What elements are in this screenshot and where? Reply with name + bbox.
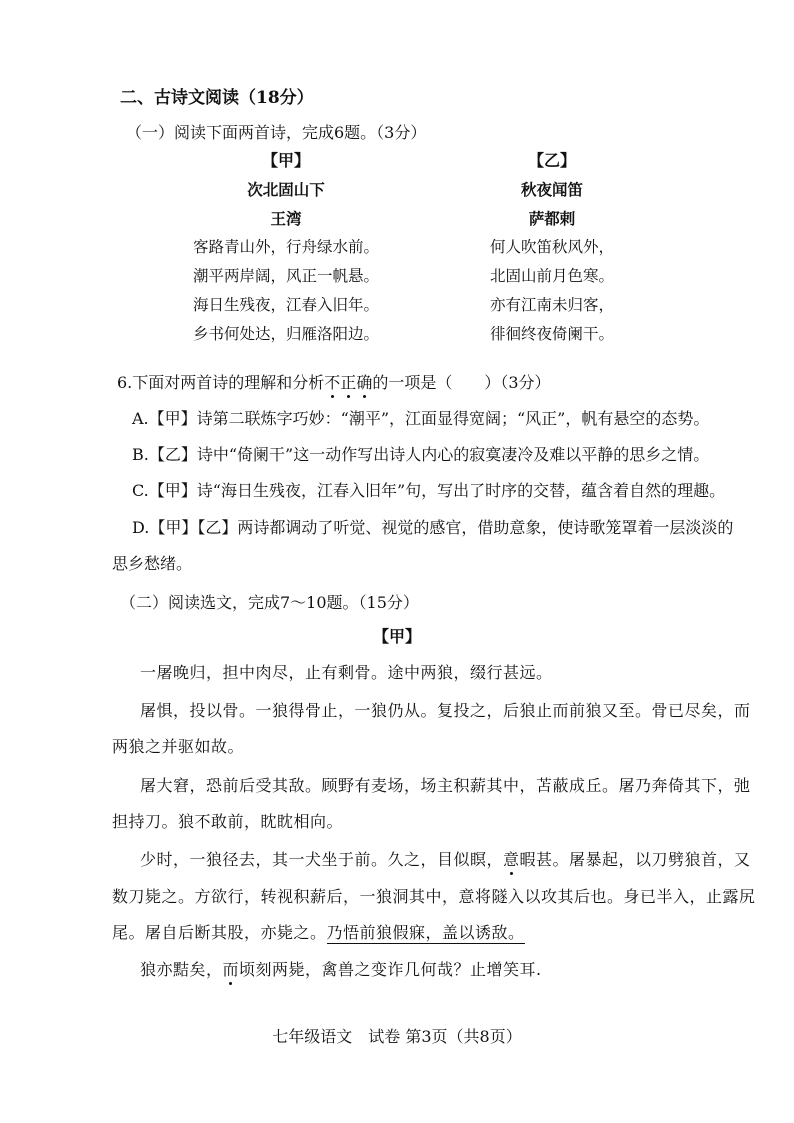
poem-a-line: 客路青山外，行舟绿水前。 <box>192 238 379 256</box>
passage-paragraph: 狼亦黠矣，而顷刻两毙，禽兽之变诈几何哉？止增笑耳. <box>140 957 542 980</box>
poem-a-line: 乡书何处达，归雁洛阳边。 <box>192 325 379 343</box>
poem-b-marker: 【乙】 <box>527 151 576 170</box>
poem-b-line: 徘徊终夜倚阑干。 <box>489 325 614 343</box>
poem-a-line: 海日生残夜，江春入旧年。 <box>192 296 379 314</box>
option-c: C.【甲】诗“海日生残夜，江春入旧年”句，写出了时序的交替，蕴含着自然的理趣。 <box>132 481 726 500</box>
option-d-cont: 思乡愁绪。 <box>112 554 193 573</box>
page-footer: 七年级语文 试卷 第3页（共8页） <box>272 1027 522 1046</box>
passage-paragraph-cont: 两狼之并驱如故。 <box>112 737 245 756</box>
poem-a-title: 次北固山下 <box>247 180 325 199</box>
passage-paragraph-cont: 数刀毙之。方欲行，转视积薪后，一狼洞其中，意将隧入以攻其后也。身已半入，止露尻 <box>112 887 756 906</box>
part2-title: （二）阅读选文，完成7～10题。（15分） <box>120 593 419 612</box>
poem-b-line: 北固山前月色寒。 <box>489 267 614 285</box>
poem-a <box>166 146 406 349</box>
emphasis-char: 意 <box>503 847 520 870</box>
passage-paragraph: 少时，一狼径去，其一犬坐于前。久之，目似瞑，意暇甚。屠暴起，以刀劈狼首，又 <box>140 847 751 870</box>
option-b: B.【乙】诗中“倚阑干”这一动作写出诗人内心的寂寞凄冷及难以平静的思乡之情。 <box>132 445 710 464</box>
emphasis-char: 确 <box>356 370 372 393</box>
emphasis-char: 不 <box>324 370 340 393</box>
underlined-sentence: 乃悟前狼假寐，盖以诱敌。 <box>326 923 525 942</box>
poem-a-line: 潮平两岸阔，风正一帆悬。 <box>192 267 379 285</box>
option-d: D.【甲】【乙】两诗都调动了听觉、视觉的感官，借助意象，使诗歌笼罩着一层淡淡的 <box>132 518 734 537</box>
passage-paragraph: 屠惧，投以骨。一狼得骨止，一狼仍从。复投之，后狼止而前狼又至。骨已尽矣，而 <box>140 701 751 720</box>
poem-b-line: 亦有江南未归客， <box>489 296 614 314</box>
poem-b-author: 萨都剌 <box>528 209 576 228</box>
poem-b-title: 秋夜闻笛 <box>520 180 583 199</box>
option-a: A.【甲】诗第二联炼字巧妙：“潮平”，江面显得宽阔；“风正”，帆有悬空的态势。 <box>132 409 710 428</box>
passage-paragraph-cont: 担持刀。狼不敢前，眈眈相向。 <box>112 812 344 831</box>
passage-paragraph: 屠大窘，恐前后受其敌。顾野有麦场，场主积薪其中，苫蔽成丘。屠乃奔倚其下，弛 <box>140 776 751 795</box>
passage-marker: 【甲】 <box>372 627 421 646</box>
emphasis-char: 而 <box>223 957 240 980</box>
part1-title: （一）阅读下面两首诗，完成6题。（3分） <box>126 123 427 142</box>
passage-paragraph: 一屠晚归，担中肉尽，止有剩骨。途中两狼，缀行甚远。 <box>140 663 553 682</box>
question-6-stem: 6.下面对两首诗的理解和分析不正确的一项是（ ）（3分） <box>117 370 551 393</box>
poem-a-marker: 【甲】 <box>261 151 310 170</box>
section-title: 二、古诗文阅读（18分） <box>120 88 314 108</box>
poem-b <box>432 146 672 349</box>
poem-b-line: 何人吹笛秋风外， <box>489 238 614 256</box>
emphasis-char: 正 <box>340 370 356 393</box>
passage-paragraph-cont: 尾。屠自后断其股，亦毙之。乃悟前狼假寐，盖以诱敌。 <box>112 923 525 942</box>
poem-a-author: 王湾 <box>270 209 302 228</box>
